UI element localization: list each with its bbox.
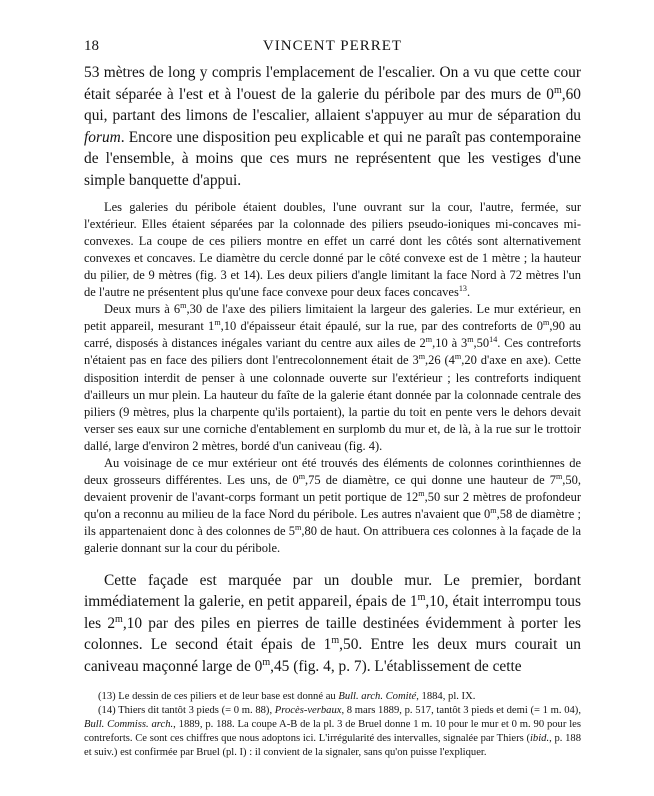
- superscript: m: [295, 523, 302, 533]
- paragraph-4: [84, 455, 581, 558]
- superscript: m: [298, 471, 306, 481]
- text-run: (13) Le dessin de ces piliers et de leur base est donné au: [98, 690, 339, 702]
- text-run: ,80 de haut. On attribuera ces colonnes à la façade de la galerie donnant sur la cour du péribole.: [84, 524, 581, 556]
- superscript: m: [214, 318, 221, 328]
- superscript: m: [115, 613, 123, 625]
- text-run: ,50 sur 2 mètres de profondeur qu'on a reconnu au milieu de la face Nord du péribole. Les autres n'avaient que 0: [84, 490, 581, 522]
- page-number: 18: [84, 38, 99, 54]
- superscript: m: [553, 84, 562, 96]
- superscript: m: [418, 352, 426, 362]
- paragraph-3: [84, 301, 581, 455]
- text-run: Deux murs à 6: [104, 302, 181, 317]
- text-run: Au voisinage de ce mur extérieur ont été trouvés des éléments de colonnes corinthiennes de deux grosseurs différentes. Les uns, de 0: [84, 455, 581, 488]
- paragraph-2: [84, 199, 581, 302]
- superscript: m: [425, 335, 433, 345]
- text-run: ,50, devaient provenir de l'avant-corps formant un petit portique de 12: [84, 473, 581, 505]
- page: [84, 38, 581, 760]
- text-run: ,10 à 3: [432, 336, 468, 351]
- superscript: m: [180, 300, 187, 310]
- superscript: m: [467, 335, 474, 345]
- superscript: m: [331, 635, 340, 647]
- superscript: m: [262, 656, 271, 668]
- text-run: ,60 qui, partant des limons de l'escalier, allaient s'appuyer au mur de séparation du: [84, 85, 581, 125]
- text-run: ,20 d'axe en axe). Cette disposition interdit de penser à une colonnade ouverte sur l'extérieur ; les contreforts indiquent d'ailleurs un mur plein. La hauteur du faîte de la galerie étant donnée par la colonnade centrale des piliers (9 mètres, plus la charpente qu'ils portaient), la partie du toit en pente vers le dehors devait verser ses eaux sur une corniche d'entablement en surplomb du mur et, de là, à la rue sur le trottoir dallé, large d'environ 2 mètres, bordé d'un caniveau (fig. 4).: [84, 353, 581, 453]
- page-header: [84, 38, 581, 62]
- italic-text: ibid.: [529, 732, 550, 744]
- footnote-ref-13: 13: [458, 283, 467, 293]
- italic-text: Procès-verbaux: [274, 704, 342, 716]
- paragraph-1: [84, 62, 581, 192]
- text-run: ,26 (4: [425, 353, 455, 368]
- text-run: ,50: [473, 336, 490, 351]
- text-run: ,58 de diamètre ; ils appartenaient donc à des colonnes de 5: [84, 507, 581, 539]
- text-run: ,10 par des piles en pierres de taille destinées évidemment à porter les colonnes. Le second était épais de 1: [84, 614, 581, 654]
- text-run: .: [466, 285, 471, 300]
- paragraph-5: [84, 570, 581, 678]
- superscript: m: [490, 506, 497, 516]
- superscript: m: [418, 489, 425, 498]
- footnote-14: [84, 704, 581, 760]
- text-run: Les galeries du péribole étaient doubles, l'une ouvrant sur la cour, l'autre, fermée, sur l'extérieur. Elles étaient séparées par la colonnade des piliers pseudo-ioniques mi-concaves mi-convexes. La coupe de ces piliers montre en effet un carré dont les côtés sont alternativement convexes et concaves. Le diamètre du cercle donné par le côté convexe est de 1 mètre ; la hauteur du pilier, de 9 mètres (fig. 3 et 14). Les deux piliers d'angle limitant la face Nord à 72 mètres l'un de l'autre ne présentent plus qu'une face convexe pour deux faces concaves: [84, 199, 581, 300]
- text-run: ,90 au carré, disposés à distances inégales variant du centre aux ailes de 2: [84, 319, 581, 351]
- text-run: , 1889, p. 188. La coupe A-B de la pl. 3 de Bruel donne 1 m. 10 pour le mur et 0 m. 90 pour les contreforts. Ce sont ces chiffres que nous adoptons ici. L'irrégularité des intervalles, signalée par Thiers (: [84, 718, 581, 744]
- italic-text: Bull. arch. Comité: [338, 690, 417, 702]
- text-run: ,75 de diamètre, ce qui donne une hauteur de 7: [305, 473, 556, 488]
- text-run: , 8 mars 1889, p. 517, tantôt 3 pieds et demi (= 1 m. 04),: [341, 704, 581, 716]
- running-title: VINCENT PERRET: [262, 38, 403, 54]
- text-run: , p. 188 et suiv.) est confirmée par Bruel (pl. I) : il convient de la signaler, sans qu'on puisse l'expliquer.: [84, 732, 582, 758]
- text-run: (14) Thiers dit tantôt 3 pieds (= 0 m. 88),: [98, 704, 275, 716]
- superscript: m: [417, 592, 426, 603]
- text-run: ,10 d'épaisseur était épaulé, sur la rue, par des contreforts de 0: [220, 319, 544, 334]
- superscript: m: [555, 471, 563, 481]
- text-run: Cette façade est marquée par un double mur. Le premier, bordant immédiatement la galerie, en petit appareil, épais de 1: [84, 571, 581, 611]
- superscript: m: [454, 352, 462, 362]
- italic-text: Bull. Commiss. arch.: [84, 718, 174, 730]
- text-run: ,10, était interrompu tous les 2: [84, 593, 581, 632]
- text-run: . Ces contreforts n'étaient pas en face des piliers dont l'entrecolonnement était de 3: [84, 336, 581, 368]
- italic-text: forum: [84, 128, 121, 146]
- footnote-13: [84, 690, 581, 704]
- text-run: 53 mètres de long y compris l'emplacement de l'escalier. On a vu que cette cour était séparée à l'est et à l'ouest de la galerie du péribole par des murs de 0: [84, 64, 581, 103]
- superscript: m: [543, 318, 550, 328]
- text-run: ,30 de l'axe des piliers limitaient la largeur des galeries. Le mur extérieur, en petit appareil, mesurant 1: [84, 302, 581, 334]
- text-run: , 1884, pl. IX.: [416, 690, 476, 702]
- text-run: ,50. Entre les deux murs courait un caniveau maçonné large de 0: [84, 636, 581, 675]
- footnotes: [84, 690, 581, 760]
- text-run: ,45 (fig. 4, p. 7). L'établissement de cette: [270, 657, 522, 675]
- text-run: . Encore une disposition peu explicable et qui ne paraît pas contemporaine de l'ensemble, à moins que ces murs ne représentent que les vestiges d'une simple banquette d'appui.: [84, 128, 581, 189]
- footnote-ref-14: 14: [489, 335, 498, 345]
